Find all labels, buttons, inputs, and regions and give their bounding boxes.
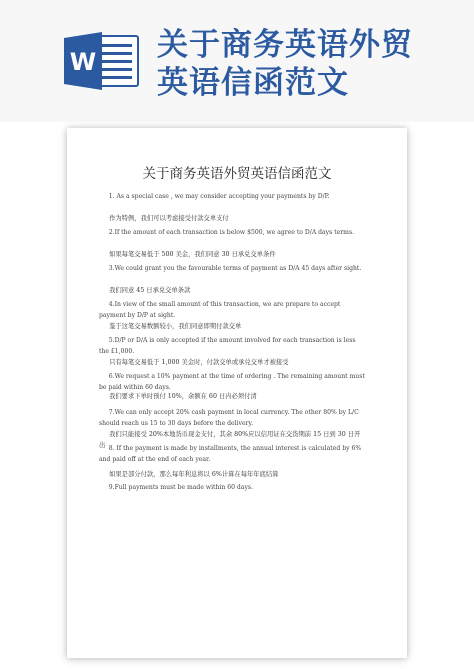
word-icon-letter: W xyxy=(69,48,97,76)
translation-paragraph: 我们同意 45 日承兑交单条款 xyxy=(109,287,191,294)
english-paragraph: 3.We could grant you the favourable terms of payment as D/A 45 days after sight. xyxy=(108,265,362,272)
english-paragraph: 8. If the payment is made by installments, the annual interest is calculated by 6% and paid off at the end of each year. xyxy=(99,445,362,463)
document-title: 关于商务英语外贸英语信函范文 xyxy=(142,166,332,182)
english-paragraph: 4.In view of the small amount of this transaction, we are prepare to accept payment by D/P at sight. xyxy=(99,301,341,319)
english-paragraph: 5.D/P or D/A is only accepted if the amount involved for each transaction is less the £1,000. xyxy=(99,337,356,355)
english-paragraph: 2.If the amount of each transaction is below $500, we agree to D/A days terms. xyxy=(108,229,355,236)
banner-title-line-2: 英语信函范文 xyxy=(157,65,349,101)
translation-paragraph: 如果是部分付款，那么每年利息将以 6%计算在每年年底结算 xyxy=(109,471,279,478)
translation-paragraph: 我们只能接受 20%本地货币现金支付，其余 80%应以信用证在交货期前 15 日到 30 日开出 xyxy=(99,431,361,449)
banner-title-line-1: 关于商务英语外贸 xyxy=(157,27,413,63)
translation-paragraph: 作为特例，我们可以考虑接受付款交单支付 xyxy=(109,215,229,222)
document-page xyxy=(67,128,407,658)
banner-title xyxy=(157,26,413,102)
header-banner xyxy=(0,0,474,122)
translation-paragraph: 我们要求下单时预付 10%，余额在 60 日内必须付清 xyxy=(109,393,257,400)
translation-paragraph: 只有每笔交易低于 1,000 美金时，付款交单或承兑交单才被接受 xyxy=(109,359,289,366)
english-paragraph: 9.Full payments must be made within 60 days. xyxy=(108,484,253,491)
word-document-icon xyxy=(62,30,142,92)
english-paragraph: 6.We request a 10% payment at the time of ordering . The remaining amount must be paid within 60 days. xyxy=(99,373,365,391)
english-paragraph: 7.We can only accept 20% cash payment in local currency. The other 80% by L/C should reach us 15 to 30 days before the delivery. xyxy=(99,409,359,427)
translation-paragraph: 鉴于这笔交易数额较小，我们同意即期付款交单 xyxy=(109,323,242,330)
translation-paragraph: 如果每笔交易低于 500 美金，我们同意 30 日承兑交单条件 xyxy=(109,251,276,258)
english-paragraph: 1. As a special case , we may consider accepting your payments by D/P. xyxy=(108,193,330,200)
